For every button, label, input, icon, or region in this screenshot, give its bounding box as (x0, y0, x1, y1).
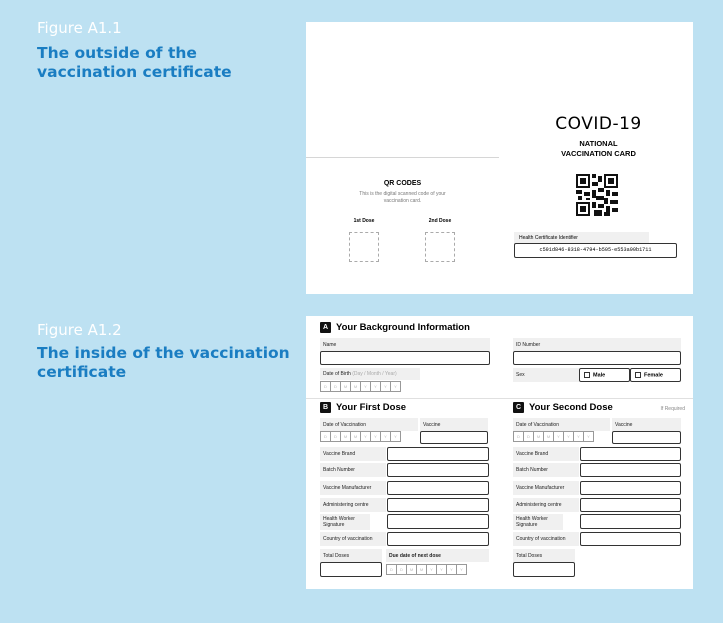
first-dose-centre-label: Administering centre (320, 498, 386, 512)
qr-code-icon (576, 174, 618, 216)
date-cell[interactable]: M (340, 381, 351, 392)
second-dose-total-field[interactable] (513, 562, 575, 577)
fold-line (306, 157, 499, 158)
date-cell[interactable]: D (330, 431, 341, 442)
second-dose-vaccine-field[interactable] (612, 431, 681, 444)
cover-subtitle (504, 139, 693, 159)
date-cell[interactable]: M (350, 381, 361, 392)
section-b-header (320, 402, 406, 413)
date-cell[interactable]: M (406, 564, 417, 575)
sex-label: Sex (513, 368, 579, 382)
second-dose-qr (420, 218, 460, 262)
date-cell[interactable]: M (533, 431, 544, 442)
first-dose-total-field[interactable] (320, 562, 382, 577)
date-cell[interactable]: Y (380, 431, 391, 442)
next-dose-label: Due date of next dose (386, 549, 489, 562)
first-dose-country-field[interactable] (387, 532, 489, 546)
date-cell[interactable]: D (523, 431, 534, 442)
first-dose-country-label: Country of vaccination (320, 532, 386, 546)
female-checkbox[interactable] (635, 372, 641, 378)
first-dose-qr-placeholder (349, 232, 379, 262)
first-dose-batch-label: Batch Number (320, 463, 386, 477)
section-a-header (320, 322, 470, 333)
date-cell[interactable]: Y (360, 431, 371, 442)
date-of-birth-text: Date of Birth (323, 371, 351, 377)
date-cell[interactable]: Y (390, 431, 401, 442)
date-of-birth-hint: (Day / Month / Year) (352, 371, 397, 377)
figure-2-title: The inside of the vaccination certificate (37, 344, 290, 381)
date-cell[interactable]: D (320, 431, 331, 442)
date-cell[interactable]: Y (426, 564, 437, 575)
second-dose-signature-field[interactable] (580, 514, 681, 529)
section-a-letter: A (320, 322, 331, 333)
qr-codes-panel (306, 180, 499, 204)
date-cell[interactable]: Y (446, 564, 457, 575)
date-cell[interactable]: Y (583, 431, 594, 442)
date-cell[interactable]: Y (360, 381, 371, 392)
second-dose-date-cells[interactable] (513, 431, 593, 442)
first-dose-date-label: Date of Vaccination (320, 418, 418, 431)
first-dose-label: 1st Dose (353, 218, 375, 224)
cover-title: COVID-19 (555, 114, 642, 134)
sex-male-option[interactable] (579, 368, 630, 382)
id-number-field[interactable] (513, 351, 681, 365)
first-dose-brand-label: Vaccine Brand (320, 447, 386, 461)
health-certificate-identifier-value: c591d846-8318-4794-b505-e553a90b1711 (514, 243, 677, 258)
if-required-note: If Required (660, 406, 685, 412)
name-label: Name (320, 338, 490, 351)
second-dose-vaccine-label: Vaccine (612, 418, 681, 431)
date-cell[interactable]: Y (436, 564, 447, 575)
section-c-title: Your Second Dose (529, 402, 613, 413)
second-dose-qr-placeholder (425, 232, 455, 262)
date-cell[interactable]: M (543, 431, 554, 442)
section-b-title: Your First Dose (336, 402, 407, 413)
first-dose-signature-label: Health Worker Signature (320, 514, 370, 530)
certificate-inside (306, 316, 693, 589)
date-cell[interactable]: D (513, 431, 524, 442)
section-divider (306, 398, 693, 399)
date-cell[interactable]: Y (390, 381, 401, 392)
health-certificate-identifier-label: Health Certificate Identifier (514, 232, 649, 244)
date-of-birth-cells[interactable] (320, 381, 400, 392)
section-b-letter: B (320, 402, 331, 413)
male-label: Male (593, 372, 606, 379)
first-dose-manufacturer-label: Vaccine Manufacturer (320, 481, 386, 495)
female-label: Female (644, 372, 663, 379)
section-c-header (513, 402, 613, 413)
qr-codes-description: This is the digital scanned code of your vaccination card. (359, 191, 446, 204)
second-dose-manufacturer-field[interactable] (580, 481, 681, 495)
second-dose-centre-field[interactable] (580, 498, 681, 512)
id-number-label: ID Number (513, 338, 681, 351)
section-c-letter: C (513, 402, 524, 413)
cover-subtitle-line1: NATIONAL (579, 139, 618, 148)
second-dose-label: 2nd Dose (428, 218, 452, 224)
first-dose-centre-field[interactable] (387, 498, 489, 512)
figure-1-title: The outside of the vaccination certificate (37, 44, 232, 81)
date-cell[interactable]: Y (456, 564, 467, 575)
second-dose-batch-label: Batch Number (513, 463, 579, 477)
qr-codes-title: QR CODES (383, 180, 422, 187)
figure-1-label: Figure A1.1 (37, 19, 122, 37)
first-dose-date-cells[interactable] (320, 431, 400, 442)
second-dose-batch-field[interactable] (580, 463, 681, 477)
date-cell[interactable]: Y (370, 381, 381, 392)
date-cell[interactable]: Y (553, 431, 564, 442)
date-cell[interactable]: Y (370, 431, 381, 442)
second-dose-brand-field[interactable] (580, 447, 681, 461)
section-a-title: Your Background Information (336, 322, 470, 333)
date-cell[interactable]: D (396, 564, 407, 575)
second-dose-signature-label: Health Worker Signature (513, 514, 563, 530)
second-dose-country-field[interactable] (580, 532, 681, 546)
date-cell[interactable]: Y (380, 381, 391, 392)
second-dose-centre-label: Administering centre (513, 498, 579, 512)
date-of-birth-label (320, 368, 420, 380)
date-cell[interactable]: D (386, 564, 397, 575)
sex-female-option[interactable] (630, 368, 681, 382)
date-cell[interactable]: Y (563, 431, 574, 442)
date-cell[interactable]: M (350, 431, 361, 442)
certificate-outside (306, 22, 693, 294)
first-dose-manufacturer-field[interactable] (387, 481, 489, 495)
date-cell[interactable]: D (320, 381, 331, 392)
date-cell[interactable]: M (416, 564, 427, 575)
first-dose-signature-field[interactable] (387, 514, 489, 529)
next-dose-date-cells[interactable] (386, 564, 466, 575)
date-cell[interactable]: D (330, 381, 341, 392)
figure-2-label: Figure A1.2 (37, 321, 122, 339)
first-dose-vaccine-label: Vaccine (420, 418, 488, 431)
second-dose-manufacturer-label: Vaccine Manufacturer (513, 481, 579, 495)
cover-subtitle-line2: VACCINATION CARD (561, 149, 636, 158)
date-cell[interactable]: Y (573, 431, 584, 442)
second-dose-country-label: Country of vaccination (513, 532, 579, 546)
first-dose-qr (344, 218, 384, 262)
first-dose-brand-field[interactable] (387, 447, 489, 461)
male-checkbox[interactable] (584, 372, 590, 378)
second-dose-total-label: Total Doses (513, 549, 575, 562)
second-dose-date-label: Date of Vaccination (513, 418, 610, 431)
name-field[interactable] (320, 351, 490, 365)
first-dose-batch-field[interactable] (387, 463, 489, 477)
first-dose-total-label: Total Doses (320, 549, 382, 562)
first-dose-vaccine-field[interactable] (420, 431, 488, 444)
second-dose-brand-label: Vaccine Brand (513, 447, 579, 461)
date-cell[interactable]: M (340, 431, 351, 442)
